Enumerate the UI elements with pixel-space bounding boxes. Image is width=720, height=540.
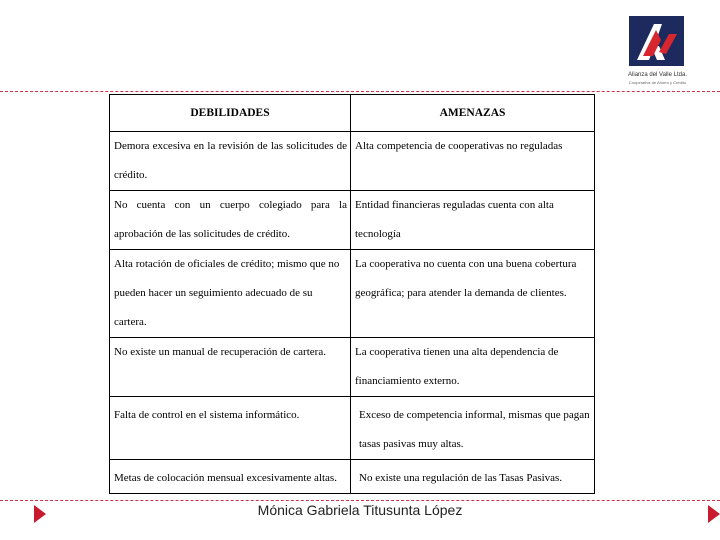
table-row bbox=[110, 338, 595, 397]
swot-table bbox=[109, 94, 595, 494]
bottom-divider bbox=[0, 500, 720, 501]
table-row bbox=[110, 397, 595, 460]
logo-caption-title: Alianza del Valle Ltda. bbox=[628, 72, 687, 78]
amenaza-cell: Entidad financieras reguladas cuenta con alta tecnología bbox=[351, 191, 595, 250]
table-row bbox=[110, 460, 595, 494]
amenaza-cell: La cooperativa no cuenta con una buena cobertura geográfica; para atender la demanda de clientes. bbox=[351, 250, 595, 338]
debilidad-cell: No existe un manual de recuperación de cartera. bbox=[110, 338, 351, 397]
table-row bbox=[110, 191, 595, 250]
logo-caption bbox=[620, 72, 695, 86]
debilidad-cell: Alta rotación de oficiales de crédito; mismo que no pueden hacer un seguimiento adecuado de su cartera. bbox=[110, 250, 351, 338]
company-logo bbox=[629, 16, 684, 66]
debilidad-cell: Metas de colocación mensual excesivamente altas. bbox=[110, 460, 351, 494]
debilidad-cell: Demora excesiva en la revisión de las solicitudes de crédito. bbox=[110, 132, 351, 191]
header-amenazas: AMENAZAS bbox=[351, 95, 595, 132]
next-slide-arrow-icon[interactable] bbox=[708, 505, 720, 523]
previous-slide-arrow-icon[interactable] bbox=[34, 505, 46, 523]
logo-emblem-icon bbox=[629, 16, 684, 66]
footer-author: Mónica Gabriela Titusunta López bbox=[257, 502, 463, 518]
debilidad-cell: Falta de control en el sistema informático. bbox=[110, 397, 351, 460]
amenaza-cell: Alta competencia de cooperativas no reguladas bbox=[351, 132, 595, 191]
top-divider bbox=[0, 91, 720, 92]
amenaza-cell: Exceso de competencia informal, mismas que pagan tasas pasivas muy altas. bbox=[351, 397, 595, 460]
table-row bbox=[110, 250, 595, 338]
table-row bbox=[110, 132, 595, 191]
table-header-row bbox=[110, 95, 595, 132]
amenaza-cell: La cooperativa tienen una alta dependencia de financiamiento externo. bbox=[351, 338, 595, 397]
amenaza-cell: No existe una regulación de las Tasas Pasivas. bbox=[351, 460, 595, 494]
debilidad-cell: No cuenta con un cuerpo colegiado para la aprobación de las solicitudes de crédito. bbox=[110, 191, 351, 250]
logo-caption-subtitle: Cooperativa de Ahorro y Crédito bbox=[628, 80, 687, 85]
header-debilidades: DEBILIDADES bbox=[110, 95, 351, 132]
